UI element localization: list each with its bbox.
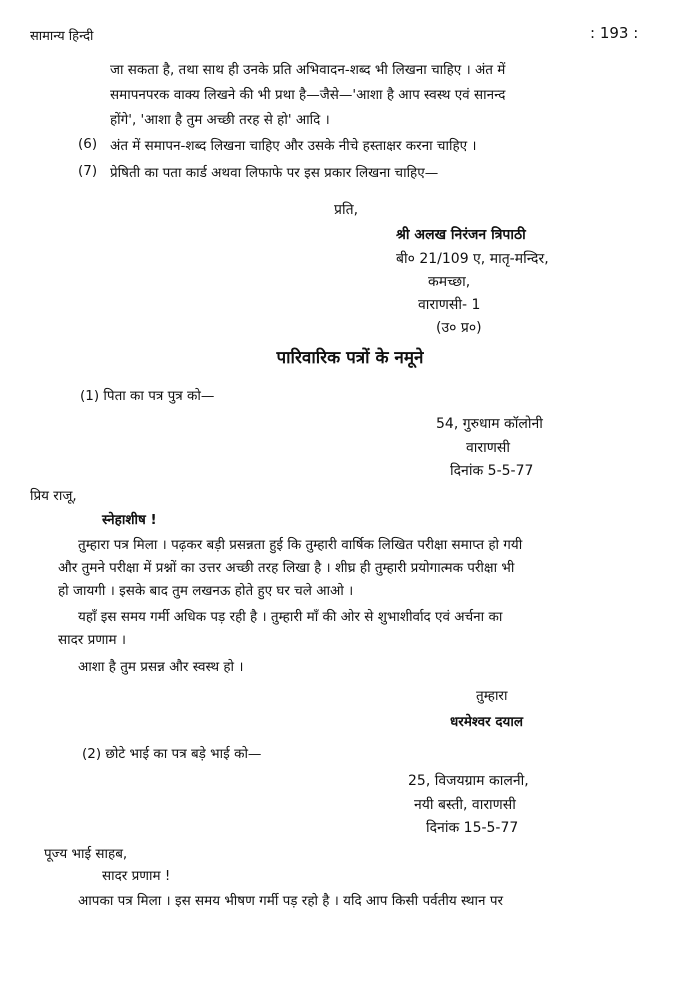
rule-7-number: (7) — [78, 163, 98, 179]
page-number: : 193 : — [590, 24, 639, 42]
rule-7-text: प्रेषिती का पता कार्ड अथवा लिफाफे पर इस प्रकार लिखना चाहिए— — [110, 165, 439, 181]
letter1-heading: (1) पिता का पत्र पुत्र को— — [80, 388, 215, 404]
letter1-body-line-6: आशा है तुम प्रसन्न और स्वस्थ हो । — [78, 659, 244, 675]
continuation-line-3: होंगे', 'आशा है तुम अच्छी तरह से हो' आदि । — [110, 112, 330, 128]
letter1-salutation: प्रिय राजू, — [30, 488, 77, 504]
address-prefix: प्रति, — [334, 202, 359, 218]
address-line-4: (उ० प्र०) — [436, 320, 482, 336]
letter1-address-line-2: वाराणसी — [466, 440, 510, 456]
letter1-body-line-4: यहाँ इस समय गर्मी अधिक पड़ रही है । तुम्हारी माँ की ओर से शुभाशीर्वाद एवं अर्चना का — [78, 609, 503, 625]
letter1-body-line-1: तुम्हारा पत्र मिला । पढ़कर बड़ी प्रसन्नता हुई कि तुम्हारी वार्षिक लिखित परीक्षा समाप्त हो गयी — [78, 537, 523, 553]
address-name: श्री अलख निरंजन त्रिपाठी — [396, 227, 526, 243]
address-line-1: बी० 21/109 ए, मातृ-मन्दिर, — [396, 251, 549, 267]
letter1-address-line-1: 54, गुरुधाम कॉलोनी — [436, 416, 543, 432]
letter2-body-line-1: आपका पत्र मिला । इस समय भीषण गर्मी पड़ रहो है । यदि आप किसी पर्वतीय स्थान पर — [78, 893, 504, 909]
rule-6-text: अंत में समापन-शब्द लिखना चाहिए और उसके नीचे हस्ताक्षर करना चाहिए । — [110, 138, 477, 154]
section-title: पारिवारिक पत्रों के नमूने — [276, 348, 424, 368]
address-line-3: वाराणसी- 1 — [418, 297, 481, 313]
letter1-body-line-2: और तुमने परीक्षा में प्रश्नों का उत्तर अच्छी तरह लिखा है । शीघ्र ही तुम्हारी प्रयोगात्मक परीक्षा भी — [58, 560, 515, 576]
letter1-date: दिनांक 5-5-77 — [450, 463, 534, 479]
rule-6-number: (6) — [78, 136, 98, 152]
letter2-address-line-1: 25, विजयग्राम कालनी, — [408, 773, 529, 789]
letter2-greeting: सादर प्रणाम ! — [102, 868, 171, 884]
letter1-body-line-5: सादर प्रणाम । — [58, 632, 127, 648]
letter1-body-line-3: हो जायगी । इसके बाद तुम लखनऊ होते हुए घर चले आओ । — [58, 583, 354, 599]
letter2-heading: (2) छोटे भाई का पत्र बड़े भाई को— — [82, 746, 262, 762]
continuation-line-2: समापनपरक वाक्य लिखने की भी प्रथा है—जैसे—'आशा है आप स्वस्थ एवं सानन्द — [110, 87, 506, 103]
letter2-address-line-2: नयी बस्ती, वाराणसी — [414, 797, 516, 813]
letter2-salutation: पूज्य भाई साहब, — [44, 846, 128, 862]
letter1-greeting: स्नेहाशीष ! — [102, 512, 157, 528]
letter2-date: दिनांक 15-5-77 — [426, 820, 519, 836]
address-line-2: कमच्छा, — [428, 274, 471, 290]
running-header-title: सामान्य हिन्दी — [30, 29, 94, 44]
letter1-closing: तुम्हारा — [476, 688, 508, 704]
letter1-signature: धरमेश्वर दयाल — [450, 714, 524, 730]
continuation-line-1: जा सकता है, तथा साथ ही उनके प्रति अभिवादन-शब्द भी लिखना चाहिए । अंत में — [110, 62, 506, 78]
